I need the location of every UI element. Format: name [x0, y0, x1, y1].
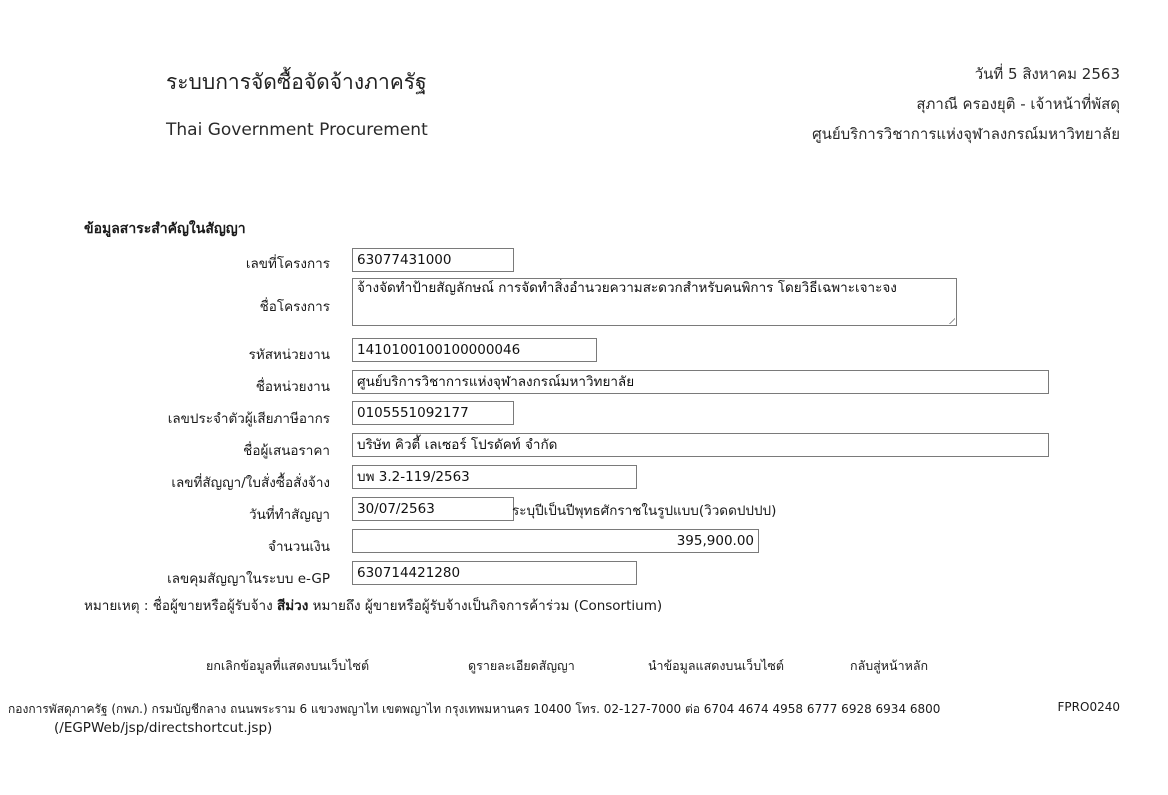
contract-no-field[interactable]: บพ 3.2-119/2563 [352, 465, 637, 489]
agency-name-label: ชื่อหน่วยงาน [255, 379, 330, 395]
amount-label: จำนวนเงิน [268, 539, 330, 555]
home-link[interactable]: กลับสู่หน้าหลัก [850, 658, 929, 673]
contract-date-hint: ระบุปีเป็นปีพุทธศักราชในรูปแบบ(วิวดดปปปป) [512, 503, 777, 519]
amount-field[interactable]: 395,900.00 [352, 529, 759, 553]
agency-name-field[interactable]: ศูนย์บริการวิชาการแห่งจุฬาลงกรณ์มหาวิทยาลัย [352, 370, 1049, 394]
bidder-field[interactable]: บริษัท คิวตี้ เลเซอร์ โปรดัคท์ จำกัด [352, 433, 1049, 457]
egp-no-field[interactable]: 630714421280 [352, 561, 637, 585]
egp-no-label: เลขคุมสัญญาในระบบ e-GP [167, 571, 330, 587]
note-suffix: หมายถึง ผู้ขายหรือผู้รับจ้างเป็นกิจการค้าร่วม (Consortium) [312, 598, 663, 614]
publish-website-link[interactable]: นำข้อมูลแสดงบนเว็บไซต์ [648, 658, 785, 673]
view-contract-detail-link[interactable]: ดูรายละเอียดสัญญา [468, 658, 575, 673]
tax-id-field[interactable]: 0105551092177 [352, 401, 514, 425]
header-date: วันที่ 5 สิงหาคม 2563 [974, 65, 1120, 83]
agency-code-field[interactable]: 1410100100100000046 [352, 338, 597, 362]
section-title: ข้อมูลสาระสำคัญในสัญญา [84, 221, 246, 237]
footer-address: กองการพัสดุภาครัฐ (กพภ.) กรมบัญชีกลาง ถนนพระราม 6 แขวงพญาไท เขตพญาไท กรุงเทพมหานคร 10400 โทร. 02-127-7000 ต่อ 6704 4674 4958 6777 6928 6934 6800 [8, 702, 941, 716]
contract-date-label: วันที่ทำสัญญา [248, 507, 330, 523]
project-name-label: ชื่อโครงการ [259, 299, 330, 315]
bidder-label: ชื่อผู้เสนอราคา [243, 443, 330, 459]
note-prefix: หมายเหตุ : ชื่อผู้ขายหรือผู้รับจ้าง [84, 598, 273, 614]
system-subtitle: Thai Government Procurement [166, 120, 428, 140]
contract-date-field[interactable]: 30/07/2563 [352, 497, 514, 521]
system-title: ระบบการจัดซื้อจัดจ้างภาครัฐ [166, 70, 427, 94]
footer-path: (/EGPWeb/jsp/directshortcut.jsp) [54, 720, 273, 736]
cancel-display-link[interactable]: ยกเลิกข้อมูลที่แสดงบนเว็บไซต์ [206, 658, 370, 673]
project-name-text: จ้างจัดทำป้ายสัญลักษณ์ การจัดทำสิ่งอำนวยความสะดวกสำหรับคนพิการ โดยวิธีเฉพาะเจาะจง [357, 280, 897, 296]
tax-id-label: เลขประจำตัวผู้เสียภาษีอากร [167, 411, 330, 427]
resize-grip-icon[interactable] [947, 316, 955, 324]
consortium-note [84, 594, 662, 616]
note-highlight: สีม่วง [276, 598, 309, 614]
header-organization: ศูนย์บริการวิชาการแห่งจุฬาลงกรณ์มหาวิทยาลัย [812, 125, 1120, 143]
project-no-label: เลขที่โครงการ [245, 256, 330, 272]
contract-no-label: เลขที่สัญญา/ใบสั่งซื้อสั่งจ้าง [171, 475, 330, 491]
project-name-field[interactable] [352, 278, 957, 326]
project-no-field[interactable]: 63077431000 [352, 248, 514, 272]
footer-code: FPRO0240 [1057, 700, 1120, 714]
agency-code-label: รหัสหน่วยงาน [248, 347, 330, 363]
header-user: สุภาณี ครองยุติ - เจ้าหน้าที่พัสดุ [916, 95, 1120, 113]
